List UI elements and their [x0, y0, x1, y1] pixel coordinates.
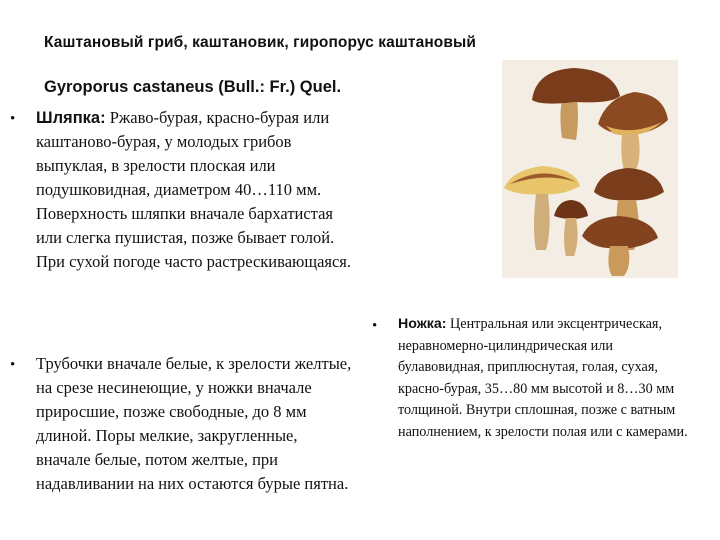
- slide-title: Каштановый гриб, каштановик, гиропорус каштановый: [44, 34, 476, 51]
- stem-middle: [534, 194, 550, 250]
- mushroom-illustration: [502, 60, 678, 278]
- bullet-cap: •: [10, 111, 16, 127]
- latin-name: Gyroporus castaneus (Bull.: Fr.) Quel.: [44, 78, 342, 96]
- stem-description: [398, 314, 688, 443]
- tubes-description: Трубочки вначале белые, к зрелости желтые, на срезе несинеющие, у ножки вначале приросшие, позже свободные, до 8 мм длиной. Поры мелкие, закругленные, вначале белые, потом желтые, при надавливании на них остаются бурые пятна.: [36, 354, 352, 493]
- cap-label: Шляпка:: [36, 109, 106, 127]
- stem-label: Ножка:: [398, 316, 447, 332]
- stem-cut: [621, 134, 639, 170]
- stem-text: Центральная или эксцентрическая, неравномерно-цилиндрическая или булавовидная, приплюснутая, голая, сухая, красно-бурая, 35…80 мм высотой и 8…30 мм толщиной. Внутри сплошная, позже с ватным наполнением, к зрелости полая или с камерами.: [398, 316, 688, 440]
- cap-text: Ржаво-бурая, красно-бурая или каштаново-бурая, у молодых грибов выпуклая, в зрелости плоская или подушковидная, диаметром 40…110 мм. Поверхность шляпки вначале бархатистая или слегка пушистая, позже бывает голой. При сухой погоде часто растрескивающаяся.: [36, 108, 352, 271]
- cap-description: [36, 106, 356, 274]
- bullet-stem: •: [372, 318, 378, 334]
- bullet-tubes: •: [10, 357, 16, 373]
